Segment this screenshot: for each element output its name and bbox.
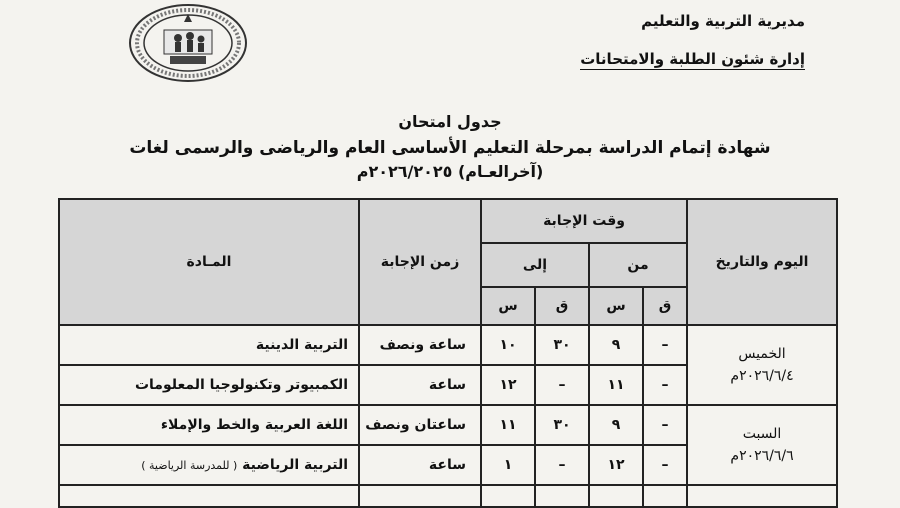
from-minute: – <box>643 445 687 485</box>
from-hour: ١١ <box>589 365 643 405</box>
exam-date: ٢٠٢٦/٦/٦م <box>730 448 794 464</box>
to-hour: ١١ <box>481 405 535 445</box>
subject-note: ( للمدرسة الرياضية ) <box>141 459 238 472</box>
duration: ساعة <box>359 365 481 405</box>
document-title: جدول امتحان <box>398 112 502 131</box>
department-name: إدارة شئون الطلبة والامتحانات <box>580 50 805 68</box>
to-minute: ٣٠ <box>535 405 589 445</box>
empty-cell <box>643 485 687 507</box>
certificate-title: شهادة إتمام الدراسة بمرحلة التعليم الأساسى العام والرياضى والرسمى لغات <box>129 138 771 158</box>
empty-cell <box>535 485 589 507</box>
issuing-authority <box>580 8 805 70</box>
header-day-date: اليوم والتاريخ <box>687 199 837 325</box>
exam-schedule-table <box>58 198 838 508</box>
empty-cell <box>359 485 481 507</box>
duration: ساعة ونصف <box>359 325 481 365</box>
header-answer-time: وقت الإجابة <box>481 199 687 243</box>
from-minute: – <box>643 365 687 405</box>
header-to: إلى <box>481 243 589 287</box>
empty-cell <box>589 485 643 507</box>
header-from-minute: ق <box>643 287 687 325</box>
empty-cell <box>481 485 535 507</box>
header-to-hour: س <box>481 287 535 325</box>
to-minute: ٣٠ <box>535 325 589 365</box>
table-row <box>59 405 837 445</box>
table-row <box>59 325 837 365</box>
to-minute: – <box>535 445 589 485</box>
empty-cell <box>687 485 837 507</box>
empty-cell <box>59 485 359 507</box>
exam-date: ٢٠٢٦/٦/٤م <box>730 368 794 384</box>
header-from-hour: س <box>589 287 643 325</box>
from-minute: – <box>643 325 687 365</box>
directorate-name: مديرية التربية والتعليم <box>641 12 805 30</box>
subject-name: التربية الرياضية <box>242 457 348 473</box>
header-duration: زمن الإجابة <box>359 199 481 325</box>
from-minute: – <box>643 405 687 445</box>
day-date-cell <box>687 325 837 405</box>
subject: الكمبيوتر وتكنولوجيا المعلومات <box>59 365 359 405</box>
from-hour: ١٢ <box>589 445 643 485</box>
header-from: من <box>589 243 687 287</box>
subject <box>59 445 359 485</box>
day-name: الخميس <box>738 346 786 362</box>
to-hour: ١٠ <box>481 325 535 365</box>
duration: ساعة <box>359 445 481 485</box>
day-date-cell <box>687 405 837 485</box>
header-subject: المـادة <box>59 199 359 325</box>
header-to-minute: ق <box>535 287 589 325</box>
subject: التربية الدينية <box>59 325 359 365</box>
duration: ساعتان ونصف <box>359 405 481 445</box>
table-row-partial <box>59 485 837 507</box>
to-minute: – <box>535 365 589 405</box>
subject: اللغة العربية والخط والإملاء <box>59 405 359 445</box>
from-hour: ٩ <box>589 325 643 365</box>
from-hour: ٩ <box>589 405 643 445</box>
ministry-seal-logo <box>126 2 250 84</box>
day-name: السبت <box>742 426 782 442</box>
to-hour: ١ <box>481 445 535 485</box>
to-hour: ١٢ <box>481 365 535 405</box>
exam-period: (آخرالعـام) ٢٠٢٦/٢٠٢٥م <box>356 162 544 181</box>
